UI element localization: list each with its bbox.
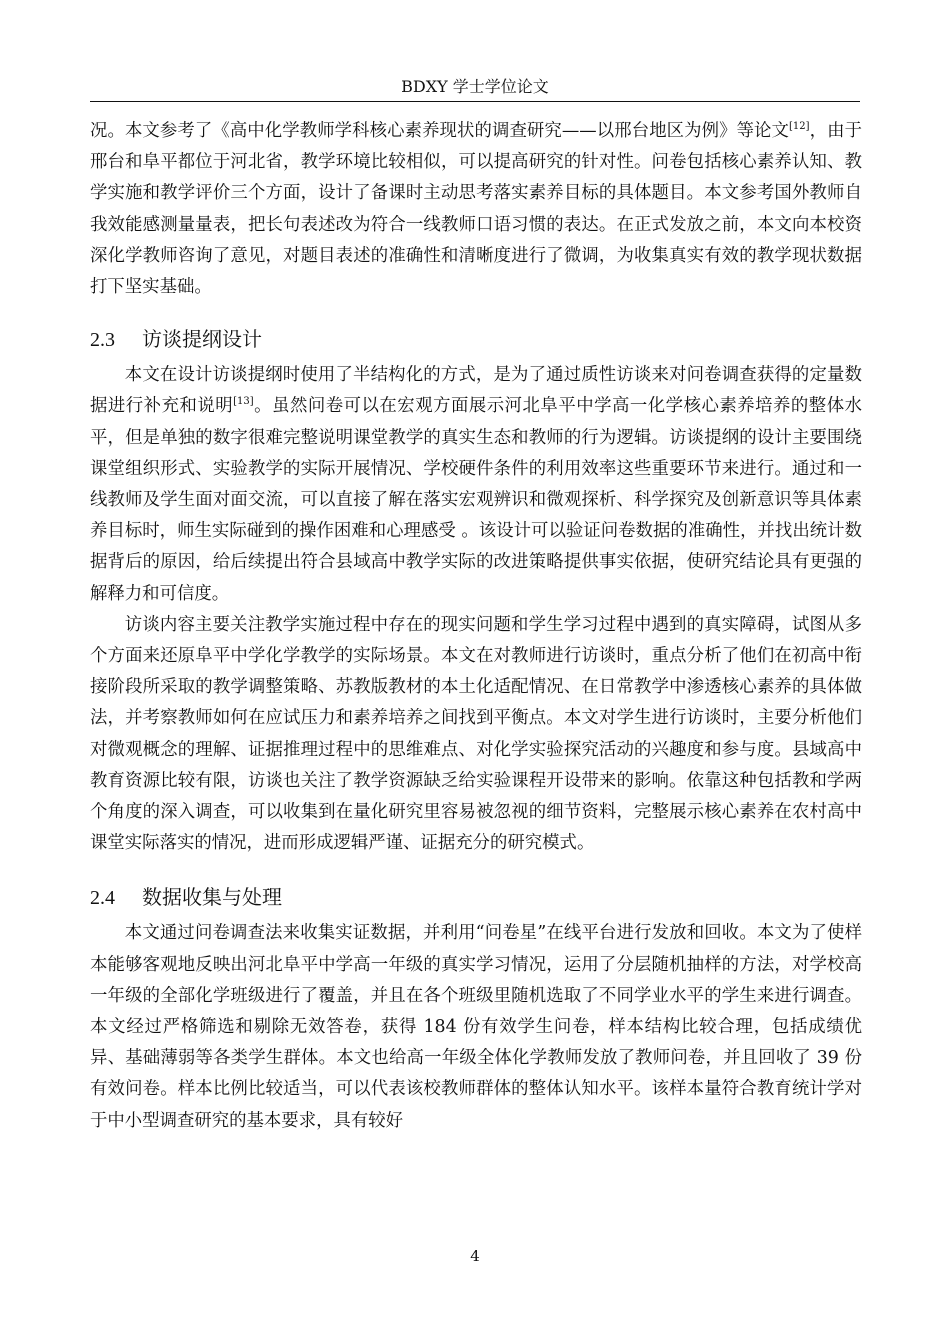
paragraph [90, 360, 862, 610]
section-number: 2.4 [90, 887, 115, 910]
paragraph-text: 。虽然问卷可以在宏观方面展示河北阜平中学高一化学核心素养培养的整体水平，但是单独的数字很难完整说明课堂教学的真实生态和教师的行为逻辑。访谈提纲的设计主要围绕课堂组织形式、实验教学的实际开展情况、学校硬件条件的利用效率这些重要环节来进行。通过和一线教师及学生面对面交流，可以直接了解在落实宏观辨识和微观探析、科学探究及创新意识等具体素养目标时，师生实际碰到的操作困难和心理感受 。该设计可以验证问卷数据的准确性，并找出统计数据背后的原因，给后续提出符合县域高中教学实际的改进策略提供事实依据，使研究结论具有更强的解释力和可信度。 [90, 396, 862, 604]
paragraph-text: 况。本文参考了《高中化学教师学科核心素养现状的调查研究——以邢台地区为例》等论文 [90, 121, 790, 141]
citation-12: [12] [789, 121, 810, 132]
paragraph: 访谈内容主要关注教学实施过程中存在的现实问题和学生学习过程中遇到的真实障碍，试图从多个方面来还原阜平中学化学教学的实际场景。本文在对教师进行访谈时，重点分析了他们在初高中衔接阶段所采取的教学调整策略、苏教版教材的本土化适配情况、在日常教学中渗透核心素养的具体做法，并考察教师如何在应试压力和素养培养之间找到平衡点。本文对学生进行访谈时，主要分析他们对微观概念的理解、证据推理过程中的思维难点、对化学实验探究活动的兴趣度和参与度。县域高中教育资源比较有限，访谈也关注了教学资源缺乏给实验课程开设带来的影响。依靠这种包括教和学两个角度的深入调查，可以收集到在量化研究里容易被忽视的细节资料，完整展示核心素养在农村高中课堂实际落实的情况，进而形成逻辑严谨、证据充分的研究模式。 [90, 614, 862, 854]
section-heading-2-3 [90, 325, 862, 354]
paragraph-text: 本文在设计访谈提纲时使用了半结构化的方式，是为了通过质性访谈来对问卷调查获得的定量数据进行补充和说明 [90, 365, 862, 417]
page-number: 4 [470, 1247, 480, 1265]
section-heading-2-4 [90, 883, 862, 912]
paragraph-text: ，由于邢台和阜平都位于河北省，教学环境比较相似，可以提高研究的针对性。问卷包括核心素养认知、教学实施和教学评价三个方面，设计了备课时主动思考落实素养目标的具体题目。本文参考国外教师自我效能感测量量表，把长句表述改为符合一线教师口语习惯的表达。在正式发放之前，本文向本校资深化学教师咨询了意见，对题目表述的准确性和清晰度进行了微调，为收集真实有效的教学现状数据打下坚实基础。 [90, 121, 862, 298]
citation-13: [13] [233, 396, 254, 408]
section-title: 访谈提纲设计 [142, 327, 262, 352]
running-header: BDXY 学士学位论文 [401, 77, 549, 96]
paragraph-continued [90, 116, 862, 303]
section-title: 数据收集与处理 [142, 885, 282, 910]
header-rule [90, 101, 860, 102]
paragraph: 本文通过问卷调查法来收集实证数据，并利用“问卷星”在线平台进行发放和回收。本文为了使样本能够客观地反映出河北阜平中学高一年级的真实学习情况，运用了分层随机抽样的方法，对学校高一年级的全部化学班级进行了覆盖，并且在各个班级里随机选取了不同学业水平的学生来进行调查。本文经过严格筛选和剔除无效答卷，获得 184 份有效学生问卷，样本结构比较合理，包括成绩优异、基础薄弱等各类学生群体。本文也给高一年级全体化学教师发放了教师问卷，并且回收了 39 份有效问卷。样本比例比较适当，可以代表该校教师群体的整体认知水平。该样本量符合教育统计学对于中小型调查研究的基本要求，具有较好 [90, 923, 862, 1131]
section-number: 2.3 [90, 329, 115, 352]
page-body [90, 116, 862, 1137]
